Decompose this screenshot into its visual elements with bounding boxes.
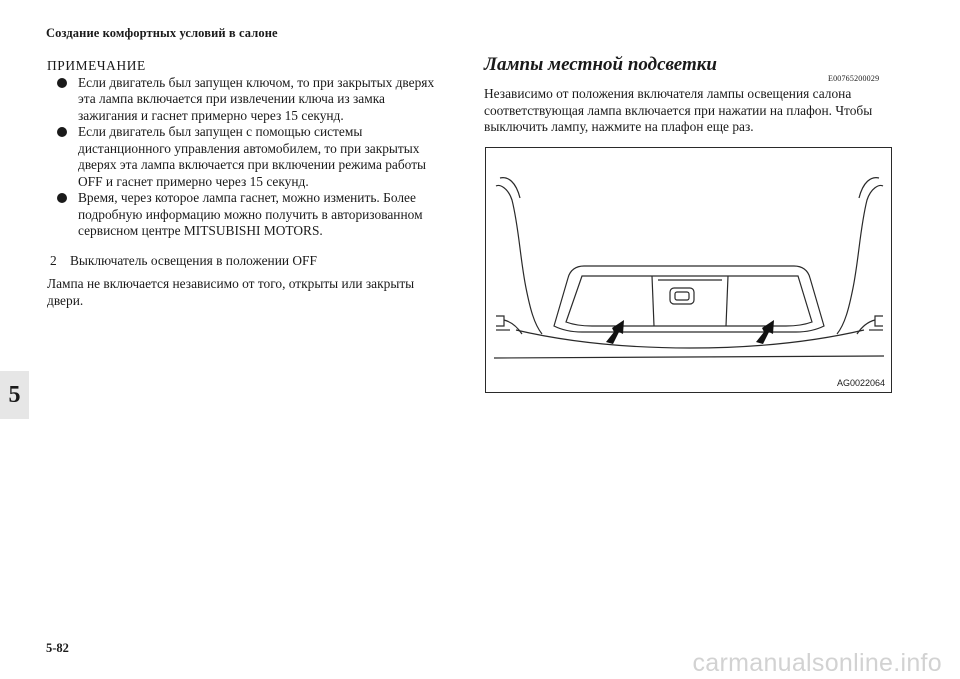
note-line: сервисном центре MITSUBISHI MOTORS.: [78, 223, 323, 238]
section-code: E00765200029: [828, 74, 880, 83]
note-line: Если двигатель был запущен ключом, то при закрытых дверях: [78, 74, 435, 90]
note-heading: ПРИМЕЧАНИЕ: [47, 58, 146, 73]
note-line: подробную информацию можно получить в авторизованном: [78, 206, 423, 222]
bullet-dot-icon: [57, 193, 67, 203]
note-line: дистанционного управления автомобилем, то при закрытых: [78, 140, 420, 156]
body-paragraph: [47, 276, 442, 309]
note-line: OFF и гаснет примерно через 15 секунд.: [78, 173, 309, 189]
paragraph-line: Лампа не включается независимо от того, открыты или закрыты: [47, 276, 415, 291]
note-bullet: [47, 124, 447, 190]
page-number: 5-82: [46, 641, 69, 655]
note-bullet: [47, 75, 447, 125]
bullet-dot-icon: [57, 127, 67, 137]
note-line: дверях эта лампа включается при включении режима работы: [78, 157, 427, 172]
figure-code: AG0022064: [836, 378, 885, 388]
section-title: Лампы местной подсветки: [484, 54, 717, 75]
numbered-item: [50, 253, 450, 270]
note-line: эта лампа включается при извлечении ключа из замка: [78, 91, 385, 106]
item-text: Выключатель освещения в положении OFF: [70, 253, 317, 268]
section-paragraph: [484, 86, 894, 136]
item-number: 2: [50, 253, 57, 268]
map-lamp-illustration: [485, 147, 892, 393]
paragraph-line: выключить лампу, нажмите на плафон еще раз.: [484, 119, 754, 134]
chapter-number: 5: [8, 381, 21, 408]
paragraph-line: соответствующая лампа включается при нажатии на плафон. Чтобы: [484, 102, 873, 118]
map-lamp-drawing: [486, 148, 892, 393]
paragraph-line: двери.: [47, 292, 84, 308]
running-header: Создание комфортных условий в салоне: [46, 26, 278, 40]
note-line: зажигания и гаснет примерно через 15 секунд.: [78, 107, 344, 123]
note-line: Если двигатель был запущен с помощью системы: [78, 124, 363, 139]
note-bullet: [47, 190, 447, 240]
note-line: Время, через которое лампа гаснет, можно изменить. Более: [78, 190, 416, 205]
note-block: [47, 58, 447, 240]
bullet-dot-icon: [57, 78, 67, 88]
chapter-tab: [0, 371, 29, 419]
watermark-text: carmanualsonline.info: [692, 649, 942, 677]
paragraph-line: Независимо от положения включателя лампы освещения салона: [484, 86, 852, 101]
